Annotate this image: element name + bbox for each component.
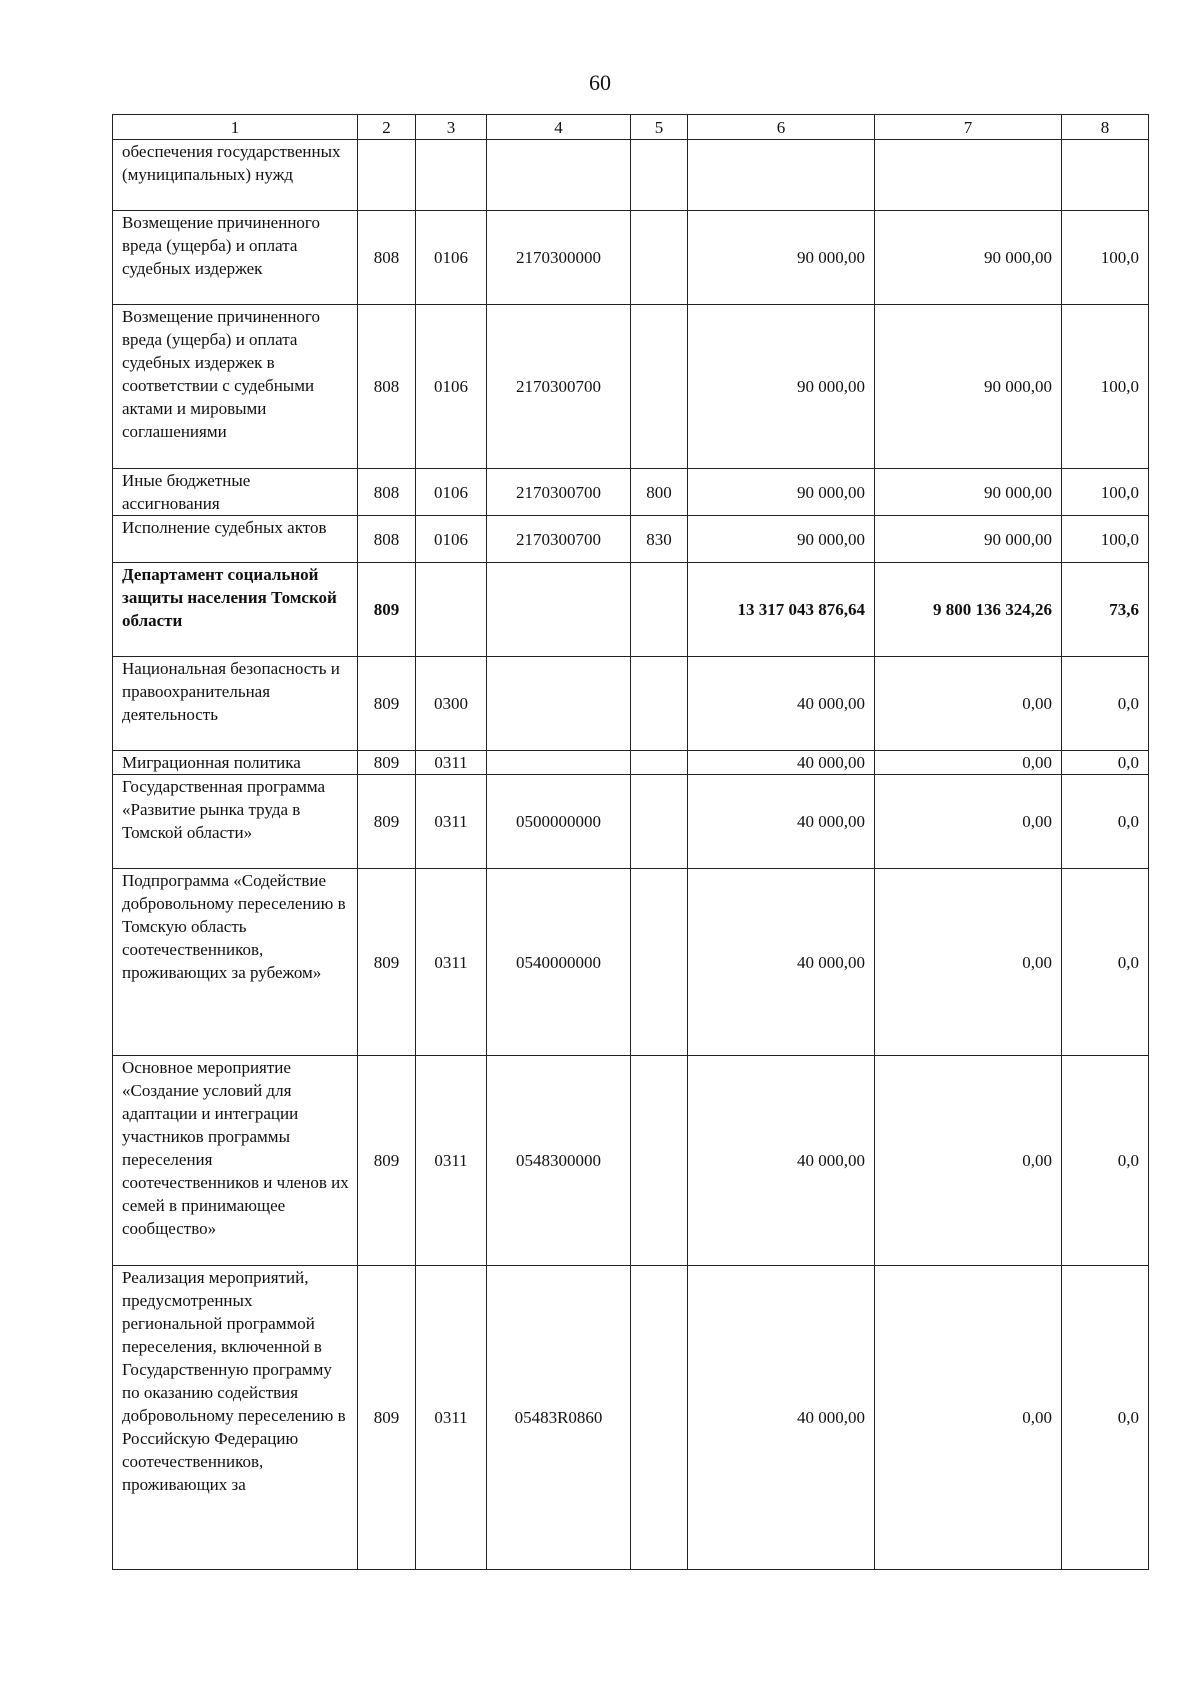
cell-target-code: 2170300700 xyxy=(487,516,631,563)
table-row xyxy=(113,775,1149,869)
cell-percent: 73,6 xyxy=(1062,563,1149,657)
cell-expense-type xyxy=(631,1056,688,1266)
cell-gov-code: 809 xyxy=(358,751,416,775)
cell-target-code: 2170300700 xyxy=(487,305,631,469)
table-row xyxy=(113,751,1149,775)
table-row xyxy=(113,657,1149,751)
table-row xyxy=(113,469,1149,516)
row-name: Исполнение судебных актов xyxy=(113,516,358,563)
cell-planned: 40 000,00 xyxy=(688,751,875,775)
cell-planned: 40 000,00 xyxy=(688,657,875,751)
cell-percent: 100,0 xyxy=(1062,516,1149,563)
cell-planned: 40 000,00 xyxy=(688,1266,875,1570)
row-name: Иные бюджетные ассигнования xyxy=(113,469,358,516)
cell-planned: 90 000,00 xyxy=(688,516,875,563)
cell-gov-code: 808 xyxy=(358,469,416,516)
cell-executed: 90 000,00 xyxy=(875,211,1062,305)
column-header-4: 4 xyxy=(487,115,631,140)
cell-expense-type: 800 xyxy=(631,469,688,516)
column-header-7: 7 xyxy=(875,115,1062,140)
cell-percent: 0,0 xyxy=(1062,775,1149,869)
page-number: 60 xyxy=(589,70,611,95)
cell-expense-type xyxy=(631,775,688,869)
table-row xyxy=(113,869,1149,1056)
row-name: обеспечения государственных (муниципальных) нужд xyxy=(113,140,358,211)
cell-target-code: 05483R0860 xyxy=(487,1266,631,1570)
column-header-6: 6 xyxy=(688,115,875,140)
table-header-row xyxy=(113,115,1149,140)
cell-percent: 0,0 xyxy=(1062,1266,1149,1570)
cell-planned: 40 000,00 xyxy=(688,775,875,869)
cell-section-code: 0106 xyxy=(416,211,487,305)
cell-section-code: 0106 xyxy=(416,469,487,516)
column-header-1: 1 xyxy=(113,115,358,140)
cell-target-code xyxy=(487,563,631,657)
cell-gov-code: 809 xyxy=(358,657,416,751)
cell-section-code: 0311 xyxy=(416,775,487,869)
row-name: Реализация мероприятий, предусмотренных региональной программой переселения, включенной в Государственную программу по оказанию содействия добровольному переселению в Российскую Федерацию соотечественников, проживающих за xyxy=(113,1266,358,1570)
cell-section-code: 0300 xyxy=(416,657,487,751)
cell-section-code: 0311 xyxy=(416,869,487,1056)
table-row xyxy=(113,1056,1149,1266)
cell-gov-code: 808 xyxy=(358,516,416,563)
cell-gov-code: 808 xyxy=(358,305,416,469)
cell-section-code xyxy=(416,140,487,211)
table-row xyxy=(113,140,1149,211)
cell-expense-type: 830 xyxy=(631,516,688,563)
cell-executed: 0,00 xyxy=(875,869,1062,1056)
cell-section-code: 0106 xyxy=(416,305,487,469)
row-name: Возмещение причиненного вреда (ущерба) и оплата судебных издержек xyxy=(113,211,358,305)
cell-expense-type xyxy=(631,563,688,657)
table-row xyxy=(113,563,1149,657)
cell-target-code: 0548300000 xyxy=(487,1056,631,1266)
cell-target-code: 2170300000 xyxy=(487,211,631,305)
cell-section-code xyxy=(416,563,487,657)
table-row xyxy=(113,305,1149,469)
cell-target-code xyxy=(487,751,631,775)
cell-target-code: 0500000000 xyxy=(487,775,631,869)
cell-expense-type xyxy=(631,657,688,751)
cell-gov-code xyxy=(358,140,416,211)
cell-percent: 0,0 xyxy=(1062,751,1149,775)
cell-target-code: 2170300700 xyxy=(487,469,631,516)
cell-percent: 0,0 xyxy=(1062,1056,1149,1266)
cell-planned: 40 000,00 xyxy=(688,1056,875,1266)
cell-executed: 0,00 xyxy=(875,775,1062,869)
cell-executed: 0,00 xyxy=(875,657,1062,751)
cell-planned: 90 000,00 xyxy=(688,305,875,469)
row-name: Миграционная политика xyxy=(113,751,358,775)
cell-executed xyxy=(875,140,1062,211)
cell-percent: 100,0 xyxy=(1062,469,1149,516)
cell-planned xyxy=(688,140,875,211)
cell-section-code: 0106 xyxy=(416,516,487,563)
cell-planned: 90 000,00 xyxy=(688,469,875,516)
cell-executed: 9 800 136 324,26 xyxy=(875,563,1062,657)
cell-expense-type xyxy=(631,211,688,305)
row-name: Государственная программа «Развитие рынка труда в Томской области» xyxy=(113,775,358,869)
table-row xyxy=(113,1266,1149,1570)
cell-section-code: 0311 xyxy=(416,751,487,775)
cell-executed: 90 000,00 xyxy=(875,305,1062,469)
column-header-8: 8 xyxy=(1062,115,1149,140)
cell-gov-code: 809 xyxy=(358,869,416,1056)
cell-expense-type xyxy=(631,751,688,775)
budget-table xyxy=(112,114,1149,1570)
cell-executed: 0,00 xyxy=(875,751,1062,775)
cell-executed: 0,00 xyxy=(875,1266,1062,1570)
cell-planned: 90 000,00 xyxy=(688,211,875,305)
cell-gov-code: 809 xyxy=(358,563,416,657)
cell-expense-type xyxy=(631,1266,688,1570)
row-name: Национальная безопасность и правоохранительная деятельность xyxy=(113,657,358,751)
cell-section-code: 0311 xyxy=(416,1056,487,1266)
cell-target-code: 0540000000 xyxy=(487,869,631,1056)
column-header-3: 3 xyxy=(416,115,487,140)
cell-gov-code: 808 xyxy=(358,211,416,305)
cell-expense-type xyxy=(631,305,688,469)
row-name: Департамент социальной защиты населения Томской области xyxy=(113,563,358,657)
row-name: Основное мероприятие «Создание условий для адаптации и интеграции участников программы переселения соотечественников и членов их семей в принимающее сообщество» xyxy=(113,1056,358,1266)
cell-target-code xyxy=(487,140,631,211)
row-name: Подпрограмма «Содействие добровольному переселению в Томскую область соотечественников, проживающих за рубежом» xyxy=(113,869,358,1056)
cell-percent xyxy=(1062,140,1149,211)
table-row xyxy=(113,211,1149,305)
cell-percent: 100,0 xyxy=(1062,211,1149,305)
cell-percent: 0,0 xyxy=(1062,869,1149,1056)
cell-gov-code: 809 xyxy=(358,1056,416,1266)
cell-executed: 90 000,00 xyxy=(875,469,1062,516)
row-name: Возмещение причиненного вреда (ущерба) и оплата судебных издержек в соответствии с судебными актами и мировыми соглашениями xyxy=(113,305,358,469)
table-row xyxy=(113,516,1149,563)
cell-expense-type xyxy=(631,869,688,1056)
cell-executed: 90 000,00 xyxy=(875,516,1062,563)
cell-percent: 0,0 xyxy=(1062,657,1149,751)
cell-gov-code: 809 xyxy=(358,1266,416,1570)
cell-planned: 40 000,00 xyxy=(688,869,875,1056)
column-header-5: 5 xyxy=(631,115,688,140)
cell-gov-code: 809 xyxy=(358,775,416,869)
cell-section-code: 0311 xyxy=(416,1266,487,1570)
cell-planned: 13 317 043 876,64 xyxy=(688,563,875,657)
cell-target-code xyxy=(487,657,631,751)
cell-executed: 0,00 xyxy=(875,1056,1062,1266)
column-header-2: 2 xyxy=(358,115,416,140)
cell-expense-type xyxy=(631,140,688,211)
cell-percent: 100,0 xyxy=(1062,305,1149,469)
